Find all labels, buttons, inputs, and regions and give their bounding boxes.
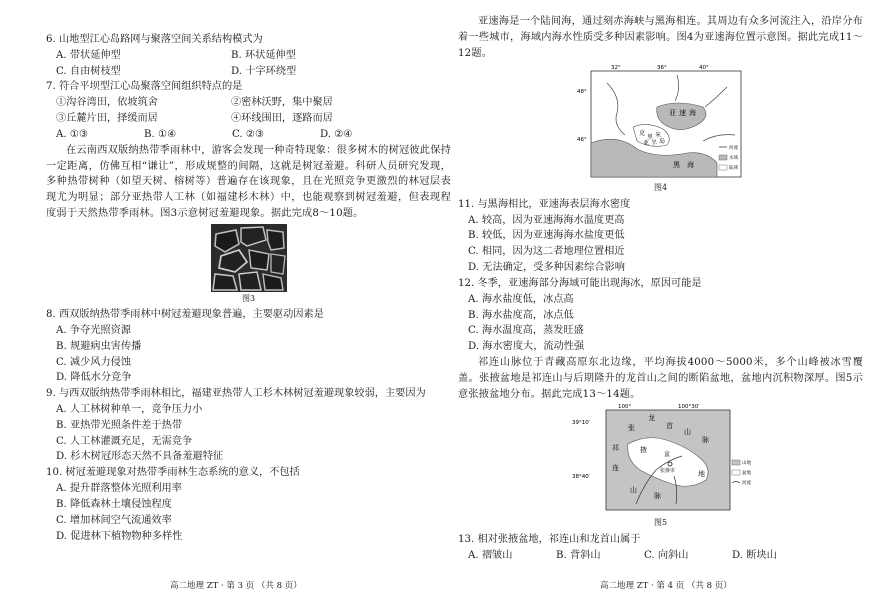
option-c[interactable]: C. 向斜山: [644, 549, 689, 561]
legend-basin: 盆地: [741, 471, 751, 477]
question-7-items: [56, 95, 451, 111]
map-label: 海: [686, 161, 694, 170]
option-d[interactable]: D. 杉木树冠形态天然不具备羞避特征: [56, 451, 224, 463]
option-b[interactable]: B. 环状延伸型: [231, 49, 296, 61]
option-a[interactable]: A. 带状延伸型: [56, 49, 121, 61]
city-label: 张掖市: [659, 468, 675, 475]
question-7-stem: 7. 符合平坝型江心岛聚落空间组织特点的是: [46, 81, 243, 93]
option-c[interactable]: C. 相同，因为这二者地理位置相近: [468, 246, 625, 258]
zhangye-basin-map: [566, 404, 756, 516]
option-b[interactable]: B. ①④: [144, 128, 177, 140]
question-12-stem: 12. 冬季，亚速海部分海域可能出现海冰，原因可能是: [458, 277, 702, 289]
passage-11-12: 亚速海是一个陆间海，通过刻赤海峡与黑海相连。其周边有众多河流注入，沿岸分布着一些城市，海域内海水性质受多种因素影响。图4为亚速海位置示意图。据此完成11～12题。: [458, 16, 863, 59]
page-footer-left: 高二地理 ZT · 第 3 页 （共 8 页）: [170, 580, 302, 591]
map-label: 克: [638, 130, 645, 138]
question-7-options: [56, 127, 451, 143]
map-label: 地: [697, 470, 705, 479]
figure-4-caption: 图4: [653, 183, 668, 193]
map-label: 张: [627, 424, 635, 433]
left-page: [46, 32, 451, 544]
map-label: 亚: [642, 140, 649, 148]
option-a[interactable]: A. 争夺光照资源: [56, 324, 131, 336]
question-10-stem: 10. 树冠羞避现象对热带季雨林生态系统的意义，不包括: [46, 467, 300, 479]
legend-water: 水域: [728, 156, 738, 162]
option-c[interactable]: C. 人工林灌溉充足，无需竞争: [56, 435, 193, 447]
legend-mountain: 山地: [741, 461, 751, 467]
azov-sea-map: [577, 63, 745, 181]
lon-label: 100°: [617, 404, 631, 411]
option-a[interactable]: A. 提升群落整体光照利用率: [56, 483, 182, 495]
item-3: ③丘麓片田，择缓而居: [56, 113, 158, 125]
item-1: ①沟谷湾田，依坡筑舍: [56, 97, 158, 109]
map-label: 米: [654, 132, 661, 140]
option-b[interactable]: B. 规避病虫害传播: [56, 340, 142, 352]
page-footer-right: 高二地理 ZT · 第 4 页 （共 8 页）: [600, 580, 732, 591]
question-7-items-2: [56, 111, 451, 127]
option-a[interactable]: A. 褶皱山: [468, 549, 513, 561]
lon-label: 40°: [698, 65, 709, 72]
map-label: 祁: [611, 444, 619, 453]
option-a[interactable]: A. ①③: [56, 128, 89, 140]
option-d[interactable]: D. ②④: [320, 128, 353, 140]
legend-river: 河流: [741, 481, 751, 487]
lon-label: 32°: [610, 65, 621, 72]
option-c[interactable]: C. 自由树枝型: [56, 65, 121, 77]
figure-3-caption: 图3: [241, 293, 256, 303]
map-label: 脉: [701, 436, 709, 445]
map-label: 海: [688, 109, 696, 118]
option-d[interactable]: D. 断块山: [732, 549, 777, 561]
lat-label: 46°: [576, 137, 587, 144]
lat-label: 48°: [576, 89, 587, 96]
right-page: [458, 14, 863, 563]
question-6-stem: 6. 山地型江心岛路网与聚落空间关系结构模式为: [46, 34, 263, 45]
legend-river: 河流: [728, 146, 738, 152]
question-8-stem: 8. 西双版纳热带季雨林中树冠羞避现象普遍，主要驱动因素是: [46, 309, 324, 321]
option-c[interactable]: C. 海水温度高，蒸发旺盛: [468, 325, 584, 337]
map-label: 盆: [663, 451, 670, 459]
map-label: 亚: [668, 109, 676, 118]
lat-label: 39°10′: [571, 420, 590, 427]
option-a[interactable]: A. 较高，因为亚速海海水温度更高: [468, 214, 625, 226]
option-b[interactable]: B. 较低，因为亚速海海水盐度更低: [468, 230, 625, 242]
option-c[interactable]: C. 减少风力侵蚀: [56, 356, 132, 368]
passage-13-14: 祁连山脉位于青藏高原东北边缘，平均海拔4000～5000米，多个山峰被冰雪覆盖。张掖盆地是祁连山与后期隆升的龙首山之间的断陷盆地，盆地内沉积物深厚。图5示意张掖盆地分布。据此完成13～14题。: [458, 356, 863, 400]
passage-8-10: 在云南西双版纳热带季雨林中，游客会发现一种奇特现象：很多树木的树冠彼此保持一定距离，仿佛互相“谦让”，形成规整的间隔，这就是树冠羞避。科研人员研究发现，多种热带树种（如望天树、榕树等）普遍存在该现象，且在光照竞争更激烈的林冠层表现尤为明显；部分亚热带人工林（如福建杉木林）中，也能观察到树冠羞避，但表现程度弱于天然热带季雨林。图3示意树冠羞避现象。据此完成8～10题。: [46, 144, 451, 219]
map-label: 龙: [647, 414, 655, 423]
question-9-stem: 9. 与西双版纳热带季雨林相比，福建亚热带人工杉木林树冠羞避现象较弱，主要因为: [46, 388, 426, 400]
question-11-stem: 11. 与黑海相比，亚速海表层海水密度: [458, 198, 631, 210]
map-label: 黑: [672, 161, 680, 170]
map-label: 半: [650, 140, 657, 148]
question-13-options: [468, 548, 863, 564]
canopy-shyness-photo: [211, 224, 287, 292]
map-label: 掖: [639, 446, 647, 455]
question-6-options: [56, 48, 451, 64]
option-b[interactable]: B. 海水盐度高，冰点低: [468, 309, 574, 321]
item-2: ②密林沃野，集中聚居: [231, 97, 333, 109]
option-c[interactable]: C. ②③: [232, 128, 265, 140]
map-label: 速: [678, 109, 686, 118]
option-a[interactable]: A. 人工林树种单一，竞争压力小: [56, 404, 203, 416]
map-label: 岛: [658, 138, 665, 146]
lat-label: 38°40′: [571, 474, 590, 481]
map-label: 脉: [653, 492, 661, 501]
option-d[interactable]: D. 海水密度大，流动性强: [468, 341, 585, 353]
legend-land: 陆域: [728, 166, 738, 172]
lon-label: 100°30′: [677, 404, 699, 411]
option-b[interactable]: B. 降低森林土壤侵蚀程度: [56, 498, 172, 510]
option-d[interactable]: D. 无法确定，受多种因素综合影响: [468, 262, 625, 274]
option-c[interactable]: C. 增加林间空气流通效率: [56, 514, 172, 526]
map-label: 连: [611, 464, 619, 473]
question-6-options-2: [56, 64, 451, 80]
question-13-stem: 13. 相对张掖盆地，祁连山和龙首山属于: [458, 533, 641, 545]
option-d[interactable]: D. 促进林下植物物种多样性: [56, 530, 183, 542]
option-d[interactable]: D. 降低水分竞争: [56, 372, 132, 384]
option-b[interactable]: B. 背斜山: [556, 549, 601, 561]
item-4: ④环线围田，逐路而居: [231, 113, 333, 125]
map-label: 里: [646, 134, 653, 142]
lon-label: 36°: [656, 65, 667, 72]
option-d[interactable]: D. 十字环绕型: [231, 65, 297, 77]
map-label: 首: [665, 422, 673, 431]
map-label: 山: [683, 428, 691, 437]
option-b[interactable]: B. 亚热带光照条件差于热带: [56, 419, 183, 431]
map-label: 山: [629, 486, 637, 495]
option-a[interactable]: A. 海水盐度低，冰点高: [468, 293, 574, 305]
figure-5-caption: 图5: [653, 518, 668, 528]
